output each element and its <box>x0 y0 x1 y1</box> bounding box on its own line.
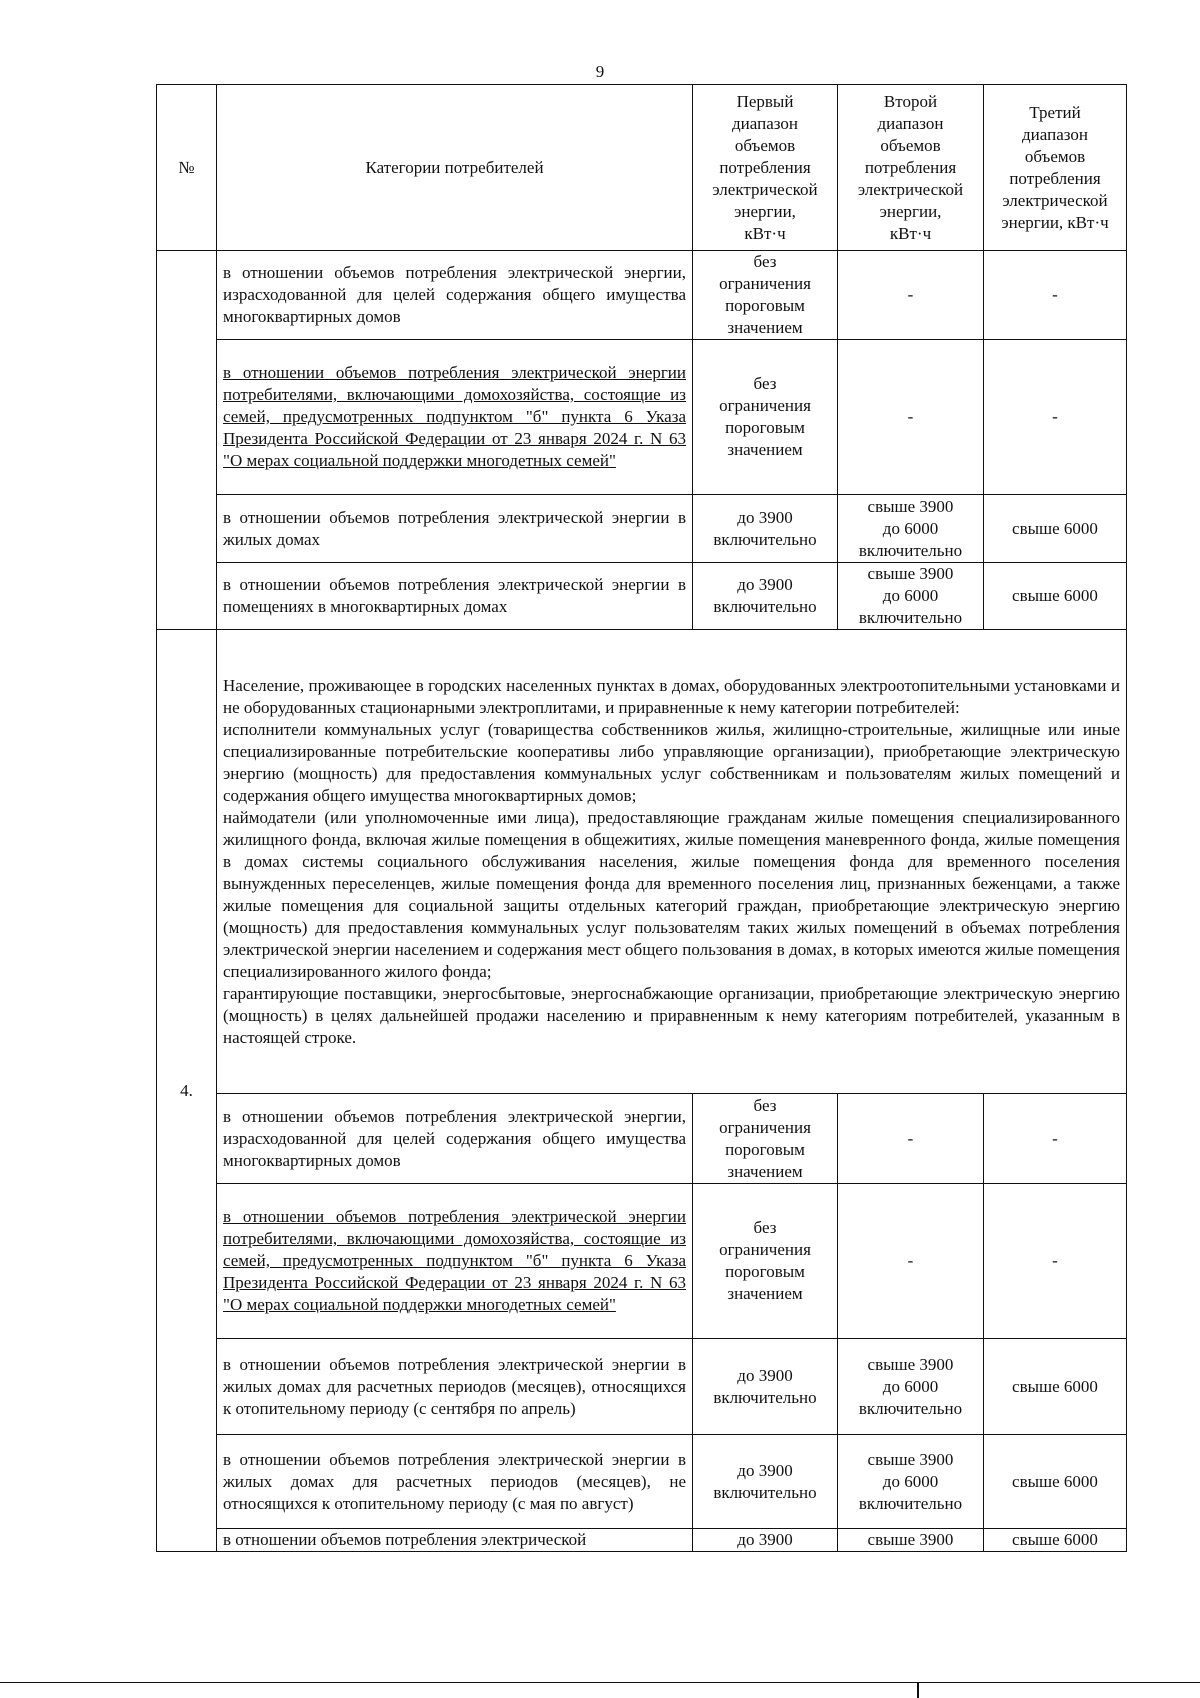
section-4-number-text: 4. <box>180 1080 193 1100</box>
table-row <box>157 563 1127 630</box>
header-range3-line: Третий <box>1029 102 1081 122</box>
range3-value: - <box>1052 407 1058 426</box>
range2-value: свыше 3900 <box>867 1354 954 1374</box>
tariff-table <box>156 84 1127 1552</box>
section-4-paragraph: наймодатели (или уполномоченные ими лица), предоставляющие гражданам жилые помещения специализированного жилищного фонда, включая жилые помещения в общежитиях, жилые помещения маневренного фонда, жилые помещения в домах системы социального обслуживания населения, жилые помещения фонда для временного поселения вынужденных переселенцев, жилые помещения фонда для временного поселения лиц, признанных беженцами, а также жилые помещения для социальной защиты отдельных категорий граждан, приобретающие электрическую энергию (мощность) для предоставления коммунальных услуг пользователям таких жилых помещений в объемах потребления электрической энергии населением и содержания мест общего пользования в домах, в которых имеются жилые помещения специализированного жилого фонда; <box>223 807 1120 981</box>
range1-cell <box>693 1435 838 1529</box>
range1-value: без <box>753 1095 777 1115</box>
range1-cell <box>693 340 838 495</box>
category-cell <box>217 1529 693 1552</box>
range2-value: включительно <box>858 1398 963 1418</box>
table-row <box>157 1184 1127 1339</box>
range2-cell <box>838 1529 984 1552</box>
range1-value: до 3900 <box>737 1365 793 1385</box>
header-range1-line: диапазон <box>732 113 798 133</box>
section-4-paragraph: Население, проживающее в городских населенных пунктах в домах, оборудованных электроотопительными установками и не оборудованных стационарными электроплитами, и приравненные к нему категории потребителей: <box>223 675 1120 717</box>
range1-value: до 3900 <box>737 1460 793 1480</box>
range2-value: - <box>907 285 914 304</box>
header-num: № <box>157 85 217 251</box>
header-range2-line: диапазон <box>877 113 944 133</box>
range2-cell <box>838 563 984 630</box>
footer-rule <box>0 1682 1200 1683</box>
header-range1-line: объемов <box>734 135 796 155</box>
section-4-row <box>157 630 1127 1094</box>
range1-value: пороговым <box>725 1262 805 1281</box>
range3-cell <box>984 1184 1127 1339</box>
range1-value: до 3900 <box>737 575 793 594</box>
table-row <box>157 1529 1127 1552</box>
category-cell <box>217 495 693 563</box>
category-cell <box>217 1339 693 1435</box>
range1-value: пороговым <box>725 296 805 315</box>
range2-value: до 6000 <box>882 586 939 605</box>
range3-cell <box>984 1339 1127 1435</box>
range1-value: включительно <box>713 597 817 616</box>
range1-value: включительно <box>713 1482 817 1502</box>
range1-value: включительно <box>713 529 817 549</box>
range2-cell <box>838 340 984 495</box>
header-range2-line: энергии, <box>879 201 942 221</box>
category-text: в отношении объемов потребления электрической энергии потребителями, включающими домохозяйства, состоящие из семей, предусмотренных подпунктом "б" пункта 6 Указа Президента Российской Федерации от 23 января 2024 г. N 63 "О мерах социальной поддержки многодетных семей" <box>223 363 686 470</box>
category-text: в отношении объемов потребления электрической энергии в жилых домах для расчетных периодов (месяцев), не относящихся к отопительному периоду (с мая по август) <box>223 1449 686 1513</box>
section-4-number <box>157 630 217 1552</box>
category-text: в отношении объемов потребления электрической <box>223 1530 587 1549</box>
category-cell <box>217 340 693 495</box>
range2-value: до 6000 <box>882 518 939 538</box>
header-range1-line: кВт·ч <box>744 223 786 243</box>
range3-cell <box>984 1094 1127 1184</box>
range2-cell <box>838 495 984 563</box>
category-cell <box>217 1435 693 1529</box>
range1-cell <box>693 1094 838 1184</box>
range1-value: до 3900 <box>737 507 793 527</box>
range2-value: включительно <box>858 608 963 627</box>
header-range3-line: объемов <box>1024 146 1086 166</box>
footer-tick <box>917 1682 919 1698</box>
section-4-description <box>217 630 1127 1094</box>
header-range3-line: диапазон <box>1022 124 1088 144</box>
range2-value: свыше 3900 <box>867 564 954 583</box>
table-row <box>157 1435 1127 1529</box>
range1-value: до 3900 <box>737 1530 793 1549</box>
header-range2-line: электрической <box>857 179 964 199</box>
header-category: Категории потребителей <box>217 85 693 251</box>
table-row <box>157 340 1127 495</box>
range3-value: свыше 6000 <box>1012 586 1098 605</box>
range2-value: свыше 3900 <box>867 1530 954 1549</box>
range2-cell <box>838 1435 984 1529</box>
range1-cell <box>693 251 838 340</box>
range3-cell <box>984 563 1127 630</box>
category-cell <box>217 1094 693 1184</box>
table-row <box>157 1094 1127 1184</box>
page-number: 9 <box>595 62 605 81</box>
range3-value: - <box>1052 1128 1058 1148</box>
category-cell <box>217 251 693 340</box>
header-range1-line: электрической <box>712 179 818 199</box>
header-range1-line: Первый <box>736 91 794 111</box>
header-range2-line: объемов <box>880 135 941 155</box>
header-range2-line: кВт·ч <box>889 223 932 243</box>
header-range1-line: потребления <box>719 157 811 177</box>
header-range2 <box>838 85 984 251</box>
range2-value: - <box>907 1251 914 1270</box>
range2-value: - <box>907 407 914 426</box>
range2-cell <box>838 1339 984 1435</box>
range3-cell <box>984 251 1127 340</box>
header-range2-line: Второй <box>883 91 938 111</box>
range3-value: свыше 6000 <box>1012 1530 1098 1549</box>
range2-value: свыше 3900 <box>867 496 954 516</box>
header-range1 <box>693 85 838 251</box>
range3-value: свыше 6000 <box>1012 1471 1098 1491</box>
header-range2-line: потребления <box>864 157 957 177</box>
range2-cell <box>838 1184 984 1339</box>
header-range3-line: энергии, кВт·ч <box>1001 212 1109 232</box>
range3-value: свыше 6000 <box>1012 1376 1098 1396</box>
category-text: в отношении объемов потребления электрической энергии в помещениях в многоквартирных домах <box>223 575 686 616</box>
header-range3-line: потребления <box>1009 168 1101 188</box>
range1-cell <box>693 563 838 630</box>
range1-value: пороговым <box>725 1139 805 1159</box>
range2-cell <box>838 1094 984 1184</box>
section-4-paragraph: гарантирующие поставщики, энергосбытовые, энергоснабжающие организации, приобретающие электрическую энергию (мощность) в целях дальнейшей продажи населению и приравненным к нему категориям потребителей, указанным в настоящей строке. <box>223 983 1120 1047</box>
section-4-paragraph: исполнители коммунальных услуг (товарищества собственников жилья, жилищно-строительные, жилищные или иные специализированные потребительские кооперативы либо управляющие организации), приобретающие электрическую энергию (мощность) для предоставления коммунальных услуг собственникам и пользователям жилых помещений и содержания общего имущества многоквартирных домов; <box>223 719 1120 805</box>
range1-cell <box>693 1184 838 1339</box>
category-text: в отношении объемов потребления электрической энергии потребителями, включающими домохозяйства, состоящие из семей, предусмотренных подпунктом "б" пункта 6 Указа Президента Российской Федерации от 23 января 2024 г. N 63 "О мерах социальной поддержки многодетных семей" <box>223 1207 686 1314</box>
category-text: в отношении объемов потребления электрической энергии, израсходованной для целей содержания общего имущества многоквартирных домов <box>223 263 686 326</box>
header-range1-line: энергии, <box>734 201 796 221</box>
category-text: в отношении объемов потребления электрической энергии в жилых домах <box>223 507 686 549</box>
table-row <box>157 251 1127 340</box>
range1-cell <box>693 1339 838 1435</box>
range1-value: без <box>753 252 777 271</box>
table-row <box>157 495 1127 563</box>
range1-value: ограничения <box>719 1117 811 1137</box>
range1-value: значением <box>727 318 803 337</box>
range3-cell <box>984 1435 1127 1529</box>
range1-value: без <box>753 1218 777 1237</box>
range2-value: свыше 3900 <box>867 1449 954 1469</box>
range3-cell <box>984 340 1127 495</box>
range1-value: ограничения <box>719 396 811 415</box>
range2-cell <box>838 251 984 340</box>
range3-value: - <box>1052 1251 1058 1270</box>
table-row <box>157 1339 1127 1435</box>
range2-value: до 6000 <box>882 1471 939 1491</box>
row-number-cell <box>157 251 217 630</box>
range1-cell <box>693 495 838 563</box>
range1-value: пороговым <box>725 418 805 437</box>
range1-value: ограничения <box>719 1240 811 1259</box>
range2-value: - <box>907 1128 914 1148</box>
range1-value: без <box>753 374 777 393</box>
category-cell <box>217 563 693 630</box>
range2-value: включительно <box>858 1493 963 1513</box>
category-text: в отношении объемов потребления электрической энергии, израсходованной для целей содержания общего имущества многоквартирных домов <box>223 1106 686 1170</box>
range2-value: до 6000 <box>882 1376 939 1396</box>
range1-value: ограничения <box>719 274 811 293</box>
range1-cell <box>693 1529 838 1552</box>
range3-value: свыше 6000 <box>1012 518 1098 538</box>
range3-value: - <box>1052 285 1058 304</box>
range1-value: включительно <box>713 1387 817 1407</box>
range1-value: значением <box>727 440 803 459</box>
range3-cell <box>984 1529 1127 1552</box>
range2-value: включительно <box>858 540 963 560</box>
range1-value: значением <box>727 1161 803 1181</box>
header-range3-line: электрической <box>1002 190 1108 210</box>
category-text: в отношении объемов потребления электрической энергии в жилых домах для расчетных периодов (месяцев), относящихся к отопительному периоду (с сентября по апрель) <box>223 1354 686 1418</box>
range3-cell <box>984 495 1127 563</box>
range1-value: значением <box>727 1284 803 1303</box>
category-cell <box>217 1184 693 1339</box>
header-row <box>157 85 1127 251</box>
header-range3 <box>984 85 1127 251</box>
